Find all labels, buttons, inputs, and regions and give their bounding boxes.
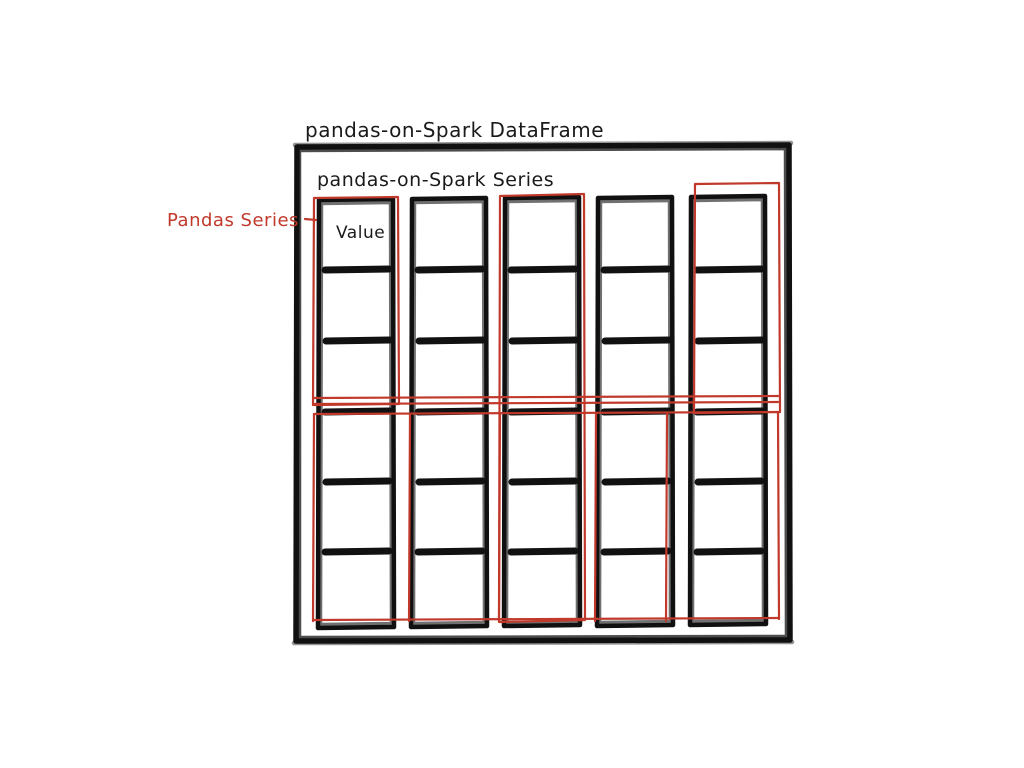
partition-highlight-1: [314, 183, 780, 413]
column-box-5: [690, 196, 766, 625]
pandas-series-connector: [305, 219, 316, 220]
dataframe-outer-box: [294, 143, 792, 643]
pandas-on-spark-series-title: pandas-on-Spark Series: [317, 169, 555, 191]
column-box-3: [504, 197, 580, 626]
partition-highlight-2: [313, 412, 779, 621]
value-cell-label: Value: [336, 223, 386, 243]
dataframe-title: pandas-on-Spark DataFrame: [305, 118, 605, 142]
pandas-series-title: Pandas Series: [167, 210, 299, 231]
